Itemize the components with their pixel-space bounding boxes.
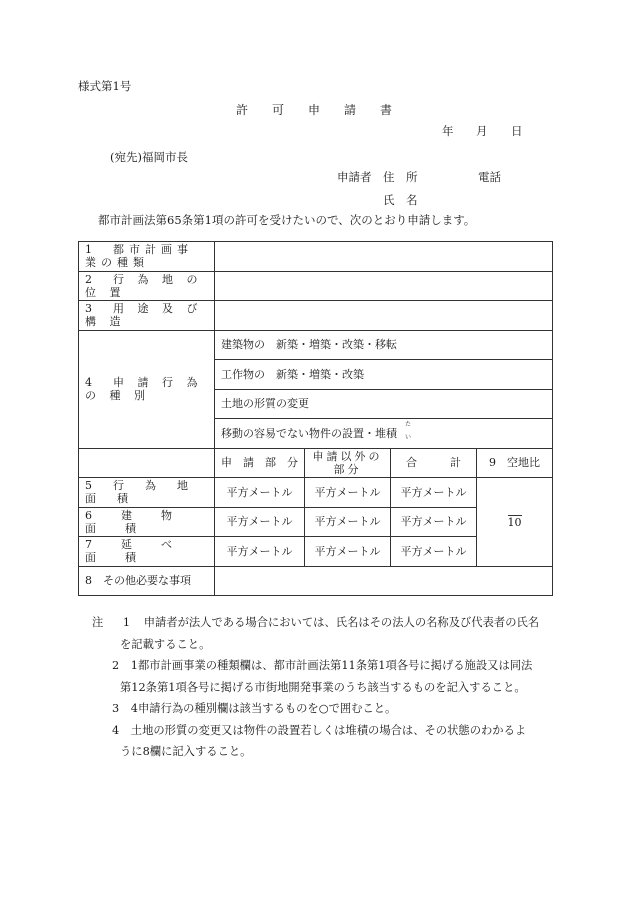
row1-value[interactable]	[215, 242, 553, 272]
application-table	[78, 241, 553, 596]
row3-value[interactable]	[215, 301, 553, 331]
ruby-tai: たい	[405, 420, 412, 441]
ratio-denominator: 10	[507, 515, 522, 529]
date-year-label: 年	[442, 124, 454, 138]
header-blank-cell	[79, 448, 215, 478]
row5-total-unit[interactable]: 平方メートル	[391, 478, 477, 508]
note-3-line-1	[92, 698, 552, 720]
addressee: (宛先)福岡市長	[110, 150, 188, 164]
col-header-applied: 申 請 部 分	[215, 448, 305, 478]
col-header-total: 合 計	[391, 448, 477, 478]
address-label: 住 所	[383, 170, 418, 184]
note-1-text-1: 申請者が法人である場合においては、氏名はその法人の名称及び代表者の氏名	[143, 616, 540, 629]
row4-label: 4 申 請 行 為 の 種 別	[79, 330, 215, 448]
note-4-text-1: 土地の形質の変更又は物件の設置若しくは堆積の場合は、その状態のわかるよ	[130, 723, 527, 737]
row7-label: 7 延 べ 面 積	[79, 537, 215, 567]
note-4-text-2: うに8欄に記入すること。	[120, 745, 252, 758]
form-number: 様式第1号	[78, 79, 132, 93]
applicant-label: 申請者	[337, 170, 372, 184]
note-1-num: 1	[122, 616, 131, 629]
ratio-fraction	[508, 515, 522, 529]
note-2-line-1	[92, 655, 552, 677]
row4-option-land[interactable]: 土地の形質の変更	[215, 389, 553, 419]
note-4-line-1	[92, 720, 552, 742]
row7-total-unit[interactable]: 平方メートル	[391, 537, 477, 567]
note-3-num: 3	[112, 702, 120, 715]
row7-other-unit[interactable]: 平方メートル	[305, 537, 391, 567]
phone-label: 電話	[478, 170, 501, 184]
open-space-ratio-cell[interactable]	[477, 478, 553, 567]
row4-option-building[interactable]: 建築物の 新築・増築・改築・移転	[215, 330, 553, 360]
row2-label: 2 行 為 地 の 位 置	[79, 271, 215, 301]
row8-value[interactable]	[215, 566, 553, 596]
row6-label: 6 建 物 面 積	[79, 507, 215, 537]
notes-section	[92, 612, 552, 763]
note-2-num: 2	[112, 659, 120, 672]
note-1-text-2: を記載すること。	[120, 637, 211, 651]
row5-label: 5 行 為 地 面 積	[79, 478, 215, 508]
name-label: 氏 名	[383, 193, 418, 207]
page-title: 許可申請書	[236, 103, 417, 117]
intro-text: 都市計画法第65条第1項の許可を受けたいので、次のとおり申請します。	[98, 213, 476, 227]
note-2-text-1: 1都市計画事業の種類欄は、都市計画法第11条第1項各号に掲げる施設又は同法	[130, 659, 533, 672]
note-2-text-2: 第12条第1項各号に掲げる市街地開発事業のうち該当するものを記入すること。	[120, 680, 526, 694]
row6-total-unit[interactable]: 平方メートル	[391, 507, 477, 537]
note-4-num: 4	[112, 723, 120, 737]
row4-option-object[interactable]	[215, 419, 553, 449]
col-header-other: 申請以外の部分	[305, 448, 391, 478]
row5-other-unit[interactable]: 平方メートル	[305, 478, 391, 508]
notes-head: 注	[92, 616, 104, 629]
row7-applied-unit[interactable]: 平方メートル	[215, 537, 305, 567]
row5-applied-unit[interactable]: 平方メートル	[215, 478, 305, 508]
row8-label: 8 その他必要な事項	[79, 566, 215, 596]
row1-label: 1 都市計画事業の種類	[79, 242, 215, 272]
row2-value[interactable]	[215, 271, 553, 301]
col-header-open-space-ratio: 9 空地比	[477, 448, 553, 478]
date-month-label: 月	[476, 124, 488, 138]
row3-label: 3 用 途 及 び 構 造	[79, 301, 215, 331]
row6-applied-unit[interactable]: 平方メートル	[215, 507, 305, 537]
date-day-label: 日	[511, 124, 523, 138]
row4-option-object-text: 移動の容易でない物件の設置・堆積 たい	[221, 427, 397, 440]
note-3-text-1: 4申請行為の種別欄は該当するものを○で囲むこと。	[130, 702, 397, 715]
row4-option-structure[interactable]: 工作物の 新築・増築・改築	[215, 360, 553, 390]
note-1-line-1	[92, 612, 552, 634]
row6-other-unit[interactable]: 平方メートル	[305, 507, 391, 537]
